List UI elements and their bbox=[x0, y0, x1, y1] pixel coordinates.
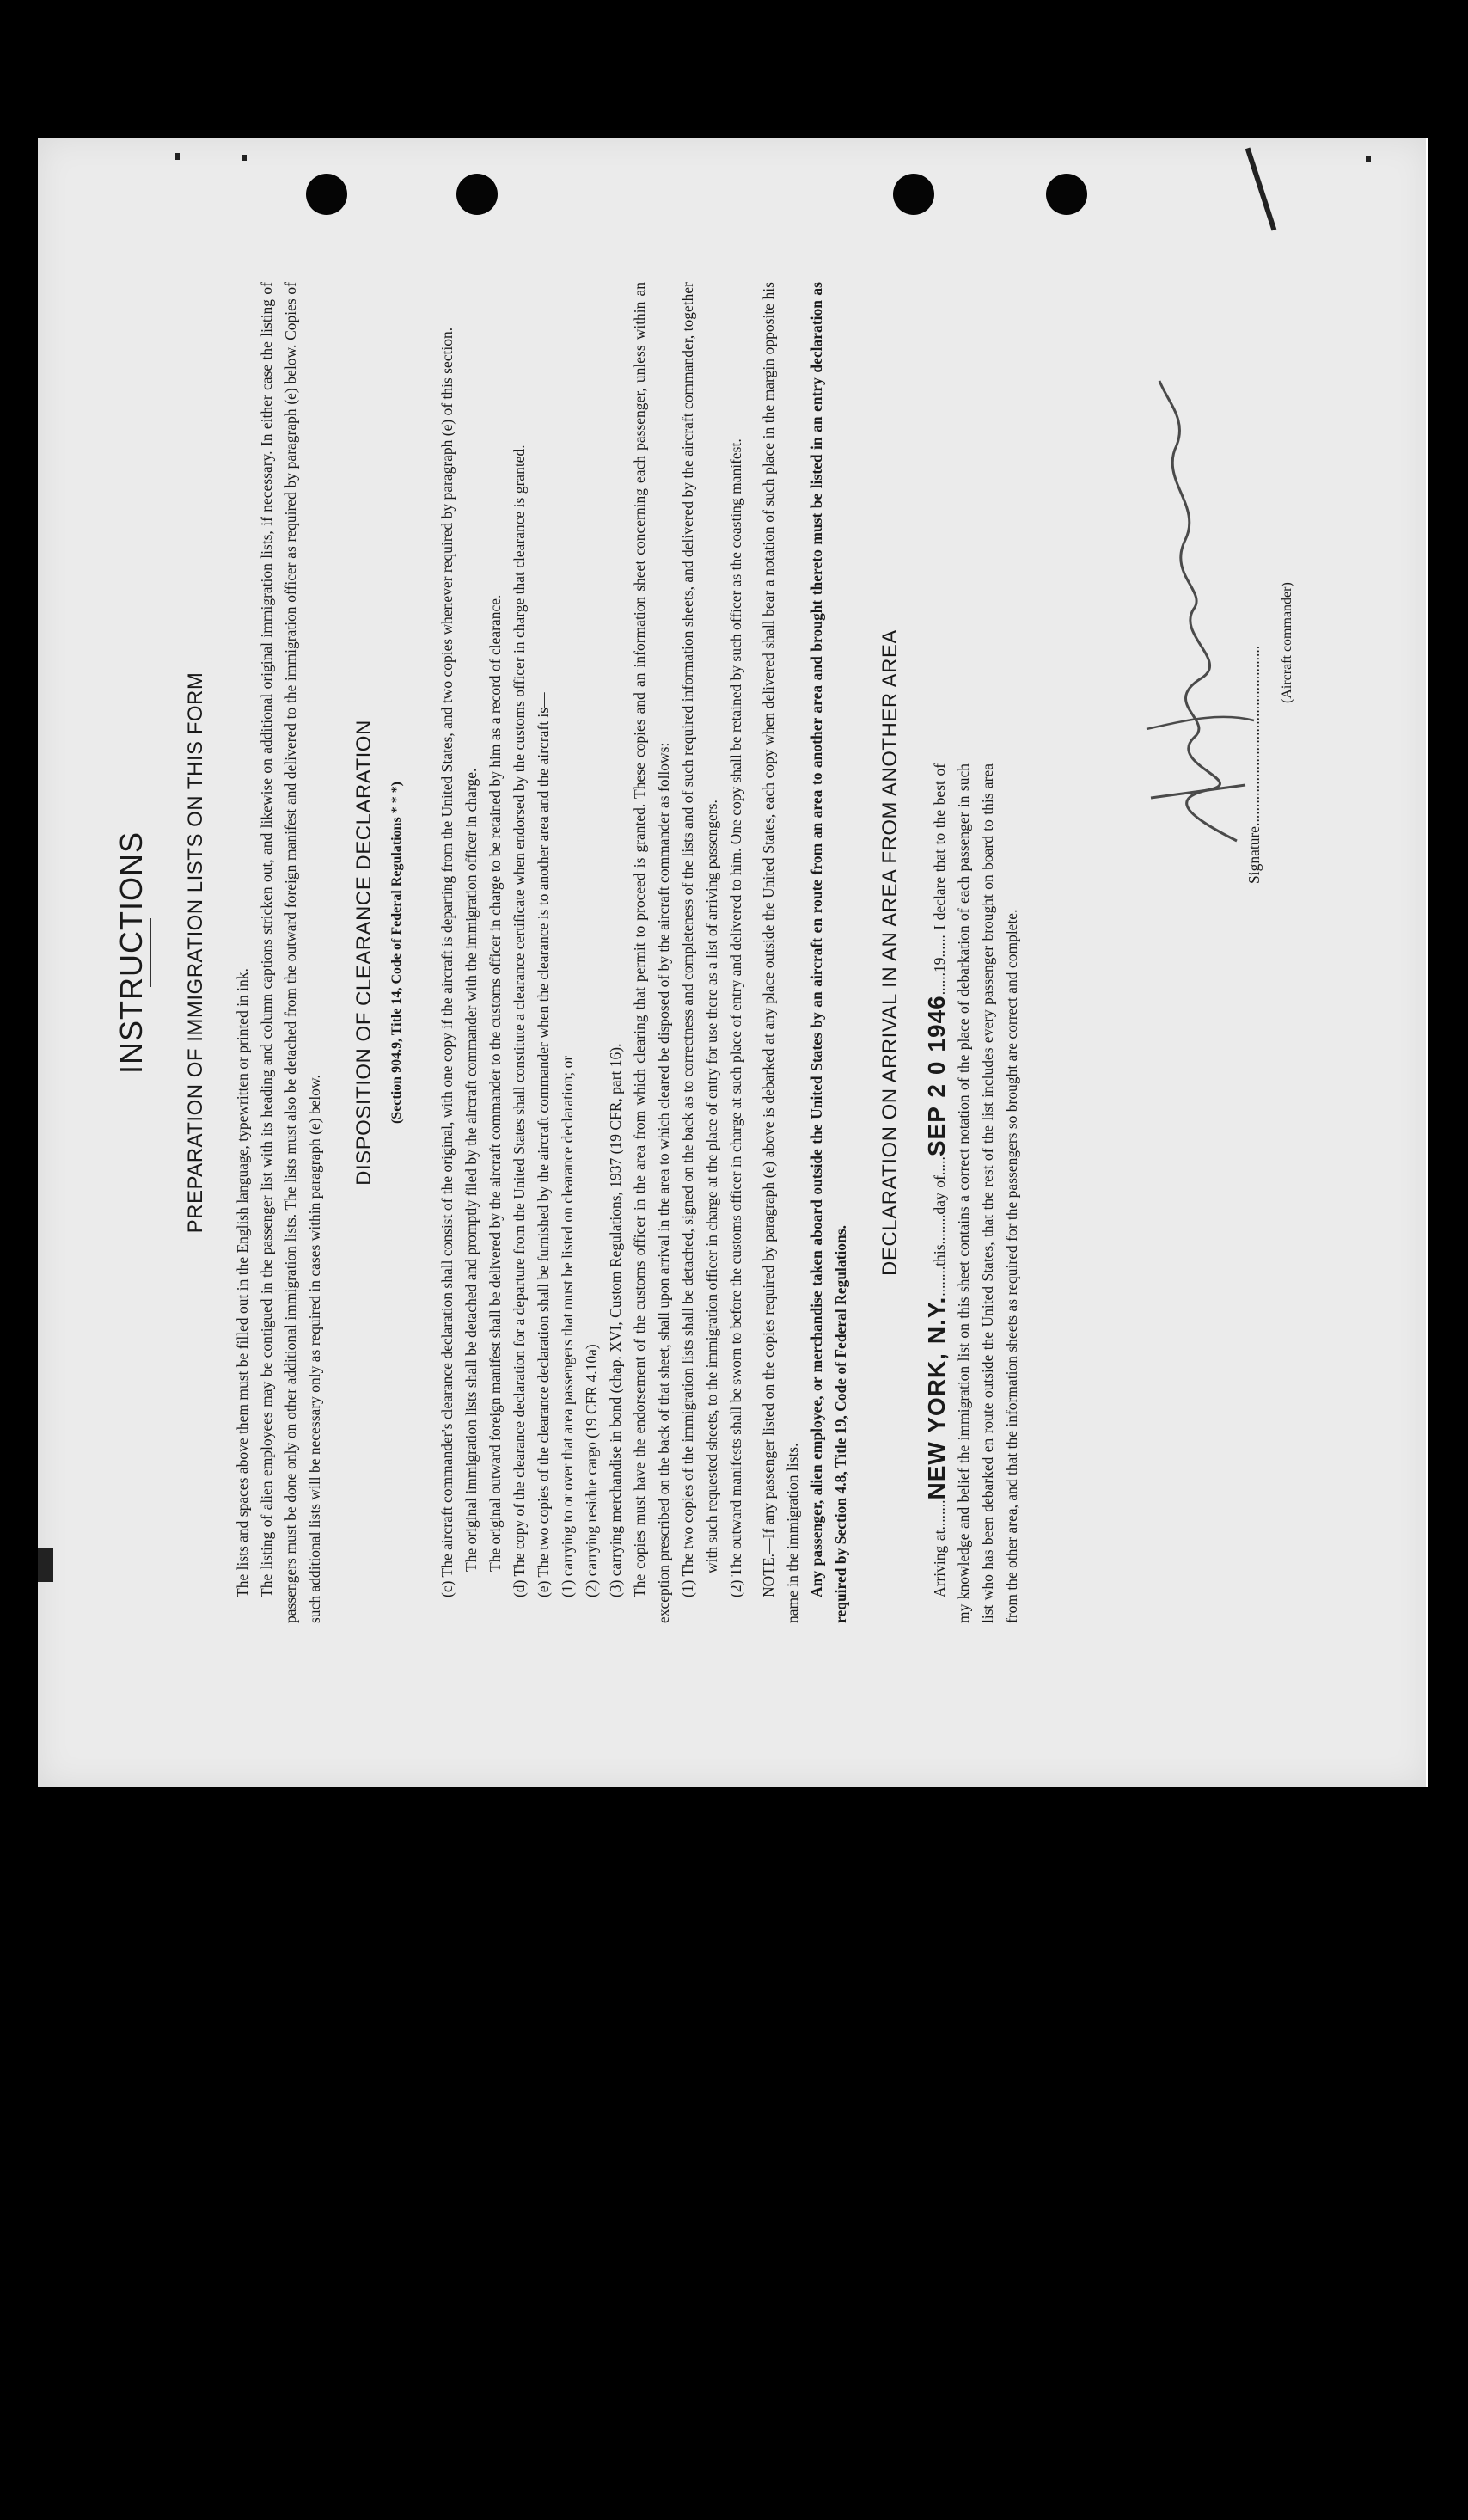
signature-role: (Aircraft commander) bbox=[1280, 582, 1294, 703]
clause-d: (d) The copy of the clearance declaration for a departure from the United States shall constitute a clearance certificate when endorsed by the customs officer in charge that clearance is granted. bbox=[511, 445, 528, 1597]
clause-e-item: (3) carrying merchandise in bond (chap. XVI, Custom Regulations, 1937 (19 CFR, part 16). bbox=[607, 1043, 624, 1597]
clause-e-item: (1) carrying to or over that area passengers that must be listed on clearance declaration; or bbox=[559, 1055, 576, 1597]
note-paragraph: NOTE.—If any passenger listed on the copies required by paragraph (e) above is debarked at any place outside the United States, each copy when delivered shall bear a notation of such place in the margin opposite his name in the immigration lists. bbox=[760, 282, 801, 1623]
arrival-declaration: Arriving at........NEW YORK, N.Y.........this........day of.....SEP 2 0 1946......19...... I declare that to the best of my knowledge and belief the immigration list on this sheet contains a correct notation of the place of debarkation of each passenger in such list who has been debarked en route outside the United States, that the rest of the list includes every passenger brought on board to this area from the other area, and that the information sheets as required for the passengers so brought are correct and complete. bbox=[923, 763, 1020, 1623]
title-rule bbox=[150, 918, 151, 987]
disposition-item: (2) The outward manifests shall be sworn to before the customs officer in charge at such place of entry and delivered to him. One copy shall be retained by such officer as the coasting manifest. bbox=[727, 438, 744, 1597]
section1-heading: PREPARATION OF IMMIGRATION LISTS ON THIS FORM bbox=[184, 671, 207, 1234]
clause-e: (e) The two copies of the clearance declaration shall be furnished by the aircraft commander when the clearance is to another area and the aircraft is— bbox=[535, 692, 552, 1597]
copies-paragraph: The copies must have the endorsement of the customs officer in the area from which clearing that permit to proceed is granted. These copies and an information sheet concerning each passenger, unless within an exception prescribed on the back of that sheet, shall upon arrival in the area to which cleared be disposed of by the aircraft commander as follows: bbox=[631, 282, 672, 1623]
section2-heading: DISPOSITION OF CLEARANCE DECLARATION bbox=[352, 720, 376, 1186]
section3-heading: DECLARATION ON ARRIVAL IN AN AREA FROM ANOTHER AREA bbox=[878, 629, 902, 1276]
signature-block bbox=[1116, 368, 1357, 884]
clause-c-paragraph: The original immigration lists shall be detached and promptly filed by the aircraft commander with the immigration officer in charge. bbox=[462, 768, 480, 1572]
signature-label: Signature................................................ bbox=[1245, 645, 1263, 884]
clause-e-item: (2) carrying residue cargo (19 CFR 4.10a) bbox=[583, 1344, 600, 1597]
port-handwritten: NEW YORK, N.Y. bbox=[923, 1296, 950, 1500]
rotated-form bbox=[38, 138, 1428, 1787]
page-title: INSTRUCTIONS bbox=[113, 831, 149, 1074]
section1-paragraph: The lists and spaces above them must be filled out in the English language, typewritten or printed in ink. bbox=[234, 968, 251, 1597]
section1-paragraph: The listing of alien employees may be contigued in the passenger list with its heading and column captions stricken out, and likewise on additional original immigration lists, if necessary. In either case the listing of passengers must be done only on other additional immigration lists. The lists must also be detached from the outward foreign manifest and delivered to the immigration officer as required by paragraph (e) below. Copies of such additional lists will be necessary only as required in cases within paragraph (e) below. bbox=[258, 282, 323, 1623]
document-page bbox=[38, 138, 1428, 1787]
clause-c: (c) The aircraft commander's clearance declaration shall consist of the original, with one copy if the aircraft is departing from the United States, and two copies whenever required by paragraph (e) of this section. bbox=[438, 327, 456, 1597]
disposition-item: (1) The two copies of the immigration lists shall be detached, signed on the back as to correctness and completeness of the lists and of such required information sheets, and delivered by the aircraft commander, together with such requested sheets, to the immigration officer in charge at the place of entry for use there as a list of arriving passengers. bbox=[679, 282, 720, 1597]
section2-subheading: (Section 904.9, Title 14, Code of Federal Regulations * * *) bbox=[389, 781, 404, 1125]
clause-c-paragraph: The original outward foreign manifest shall be delivered by the aircraft commander to the customs officer in charge to be retained by him as a record of clearance. bbox=[486, 594, 504, 1572]
date-stamp: SEP 2 0 1946 bbox=[923, 995, 950, 1157]
instructions-body bbox=[113, 282, 1024, 1623]
handwritten-signature bbox=[1134, 368, 1263, 849]
any-passenger-paragraph: Any passenger, alien employee, or merchandise taken aboard outside the United States by an aircraft en route from an area to another area and brought thereto must be listed in an entry declaration as required by Section 4.8, Title 19, Code of Federal Regulations. bbox=[808, 282, 849, 1623]
